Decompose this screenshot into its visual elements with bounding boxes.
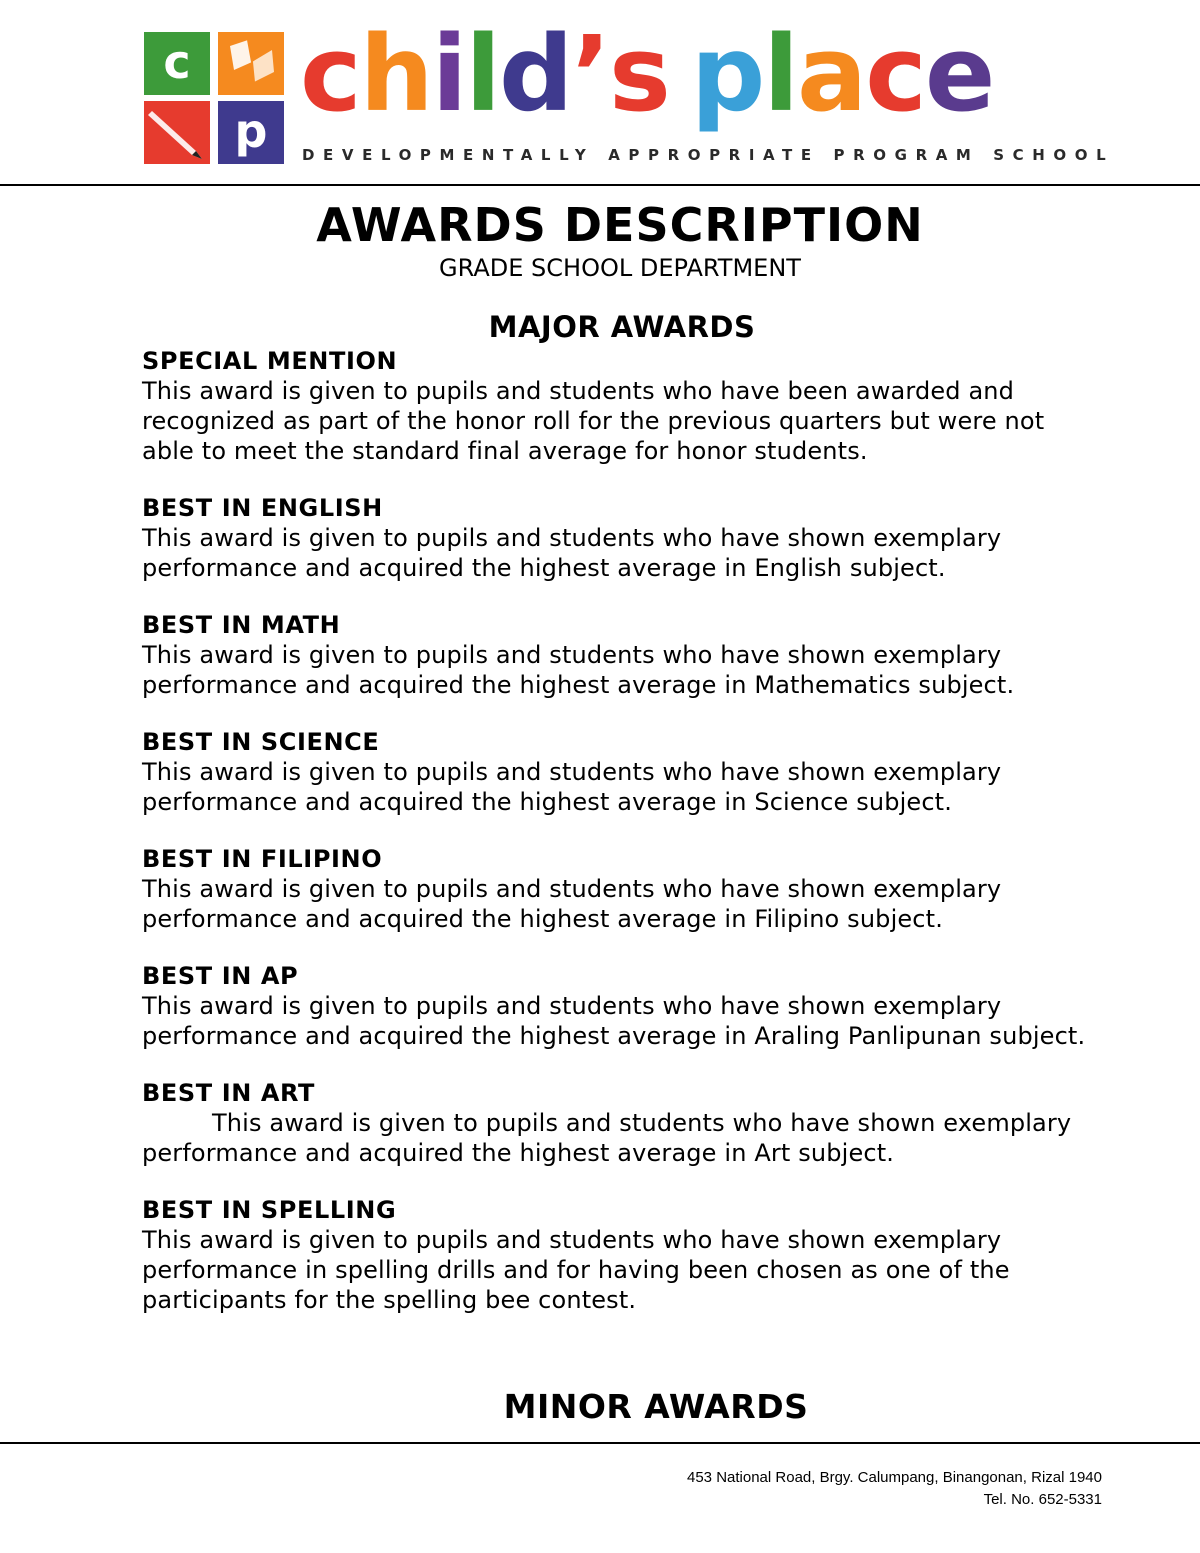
award-name: BEST IN ENGLISH (142, 494, 383, 522)
footer-contact (687, 1467, 1102, 1511)
award-name: BEST IN ART (142, 1079, 316, 1107)
award-description: This award is given to pupils and students who have shown exemplary performance and acquired the highest average in Art subject. (142, 1109, 1072, 1167)
award-item (142, 346, 1102, 466)
minor-awards-heading: MINOR AWARDS (503, 1387, 809, 1426)
footer-address: 453 National Road, Brgy. Calumpang, Binangonan, Rizal 1940 (687, 1469, 1102, 1486)
award-name: BEST IN MATH (142, 611, 341, 639)
book-icon (218, 32, 284, 95)
award-name: BEST IN SCIENCE (142, 728, 380, 756)
award-name: BEST IN FILIPINO (142, 845, 383, 873)
award-description: This award is given to pupils and students who have shown exemplary performance and acquired the highest average in Mathematics subject. (142, 641, 1015, 699)
header-divider (0, 184, 1200, 186)
footer-phone: Tel. No. 652-5331 (983, 1491, 1102, 1508)
brand-letter: l (763, 13, 797, 135)
logo-tagline: DEVELOPMENTALLY APPROPRIATE PROGRAM SCHOOL (302, 146, 1115, 164)
award-item (142, 727, 1102, 817)
logo-letter-c: c (163, 34, 191, 89)
school-logo (144, 13, 1115, 168)
brand-letter: i (431, 13, 466, 135)
award-name: BEST IN AP (142, 962, 299, 990)
brand-name (300, 14, 993, 134)
award-description: This award is given to pupils and students who have shown exemplary performance and acquired the highest average in Science subject. (142, 758, 1002, 816)
awards-list (142, 346, 1102, 1342)
page-subtitle: GRADE SCHOOL DEPARTMENT (439, 254, 801, 282)
footer-divider (0, 1442, 1200, 1444)
page-title: AWARDS DESCRIPTION (316, 198, 924, 252)
logo-letter-p: p (234, 103, 268, 158)
award-item (142, 961, 1102, 1051)
award-item (142, 1195, 1102, 1315)
award-name: BEST IN SPELLING (142, 1196, 397, 1224)
brand-letter: c (865, 13, 925, 135)
logo-tile-p (218, 101, 284, 164)
award-description: This award is given to pupils and students who have been awarded and recognized as part of the honor roll for the previous quarters but were not able to meet the standard final average for honor students. (142, 377, 1045, 465)
award-description: This award is given to pupils and students who have shown exemplary performance and acquired the highest average in English subject. (142, 524, 1002, 582)
brand-letter: e (924, 13, 994, 135)
award-name: SPECIAL MENTION (142, 347, 398, 375)
brand-letter: c (300, 13, 360, 135)
brand-letter: s (608, 13, 669, 135)
brand-letter (669, 14, 691, 134)
award-item (142, 844, 1102, 934)
award-description: This award is given to pupils and students who have shown exemplary performance and acquired the highest average in Araling Panlipunan subject. (142, 992, 1086, 1050)
brand-letter: d (499, 13, 572, 135)
logo-tile-c (144, 32, 210, 95)
award-item (142, 493, 1102, 583)
award-item (142, 610, 1102, 700)
brand-letter: ’ (571, 13, 609, 135)
major-awards-heading: MAJOR AWARDS (488, 310, 756, 344)
brand-letter: p (690, 13, 764, 135)
award-item (142, 1078, 1102, 1168)
brand-letter: h (359, 13, 432, 135)
award-description: This award is given to pupils and students who have shown exemplary performance and acquired the highest average in Filipino subject. (142, 875, 1002, 933)
pencil-icon (144, 101, 210, 164)
award-description: This award is given to pupils and students who have shown exemplary performance in spelling drills and for having been chosen as one of the participants for the spelling bee contest. (142, 1226, 1010, 1314)
brand-letter: l (465, 13, 500, 135)
brand-letter: a (797, 13, 866, 135)
